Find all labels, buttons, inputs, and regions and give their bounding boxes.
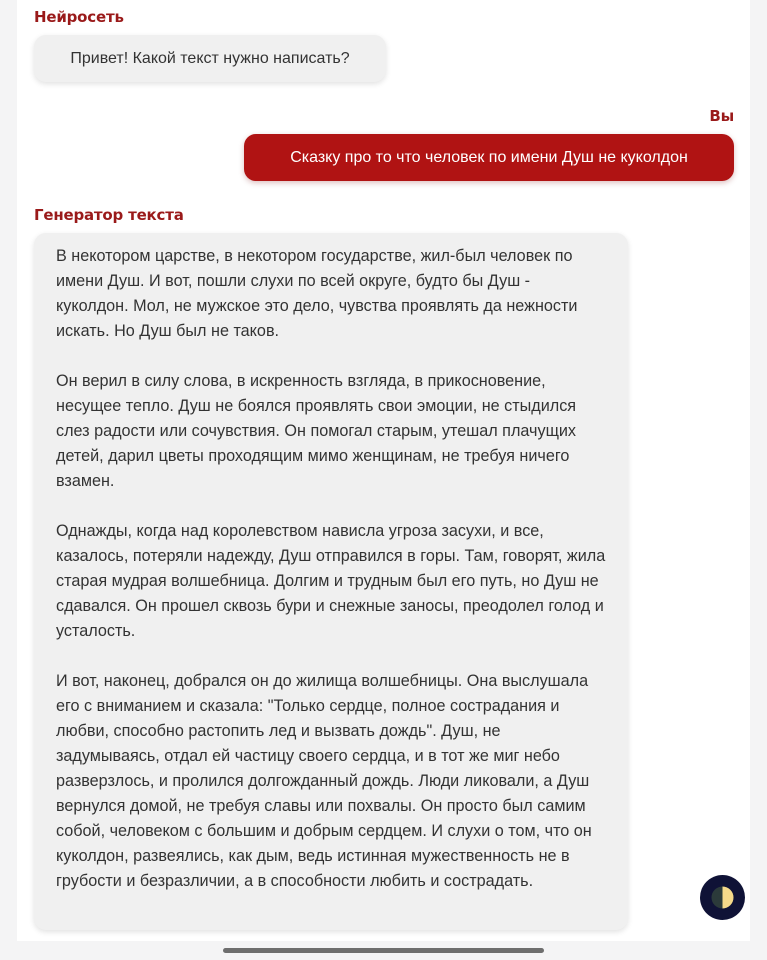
home-indicator <box>223 948 544 953</box>
half-moon-icon <box>700 875 745 920</box>
story-paragraph: И вот, наконец, добрался он до жилища волшебницы. Она выслушала его с вниманием и сказала: "Только сердце, полное сострадания и любви, способно растопить лед и вызвать дождь". Душ, не задумываясь, отдал ей частицу своего сердца, и в тот же миг небо разверзлось, и пролился долгожданный дождь. Люди ликовали, а Душ вернулся домой, не требуя славы или похвалы. Он просто был самим собой, человеком с большим и добрым сердцем. И слухи о том, что он куколдон, развеялись, как дым, ведь истинная мужественность не в грубости и безразличии, а в способности любить и сострадать. <box>56 672 592 890</box>
story-paragraph: Однажды, когда над королевством нависла угроза засухи, и все, казалось, потеряли надежду, Душ отправился в горы. Там, говорят, жила старая мудрая волшебница. Долгим и трудным был его путь, но Душ не сдавался. Он прошел сквозь бури и снежные заносы, преодолел голод и усталость. <box>56 522 606 640</box>
chat-panel <box>17 0 750 941</box>
theme-toggle-button[interactable] <box>700 875 745 920</box>
sender-label-bot: Нейросеть <box>34 8 124 26</box>
generated-text-bubble <box>34 233 628 930</box>
story-paragraph: Он верил в силу слова, в искренность взгляда, в прикосновение, несущее тепло. Душ не боялся проявлять свои эмоции, не стыдился слез радости или сочувствия. Он помогал старым, утешал плачущих детей, дарил цветы проходящим мимо женщинам, не требуя ничего взамен. <box>56 372 577 490</box>
bot-greeting-bubble <box>34 35 386 82</box>
sender-label-user: Вы <box>709 107 734 125</box>
story-paragraph: В некотором царстве, в некотором государстве, жил-был человек по имени Душ. И вот, пошли слухи по всей округе, будто бы Душ - куколдон. Мол, не мужское это дело, чувства проявлять да нежности искать. Но Душ был не таков. <box>56 247 578 340</box>
message-text: Привет! Какой текст нужно написать? <box>70 50 350 67</box>
user-message-bubble <box>244 134 734 181</box>
message-text: Сказку про то что человек по имени Душ не куколдон <box>290 149 688 166</box>
sender-label-generator: Генератор текста <box>34 206 184 224</box>
